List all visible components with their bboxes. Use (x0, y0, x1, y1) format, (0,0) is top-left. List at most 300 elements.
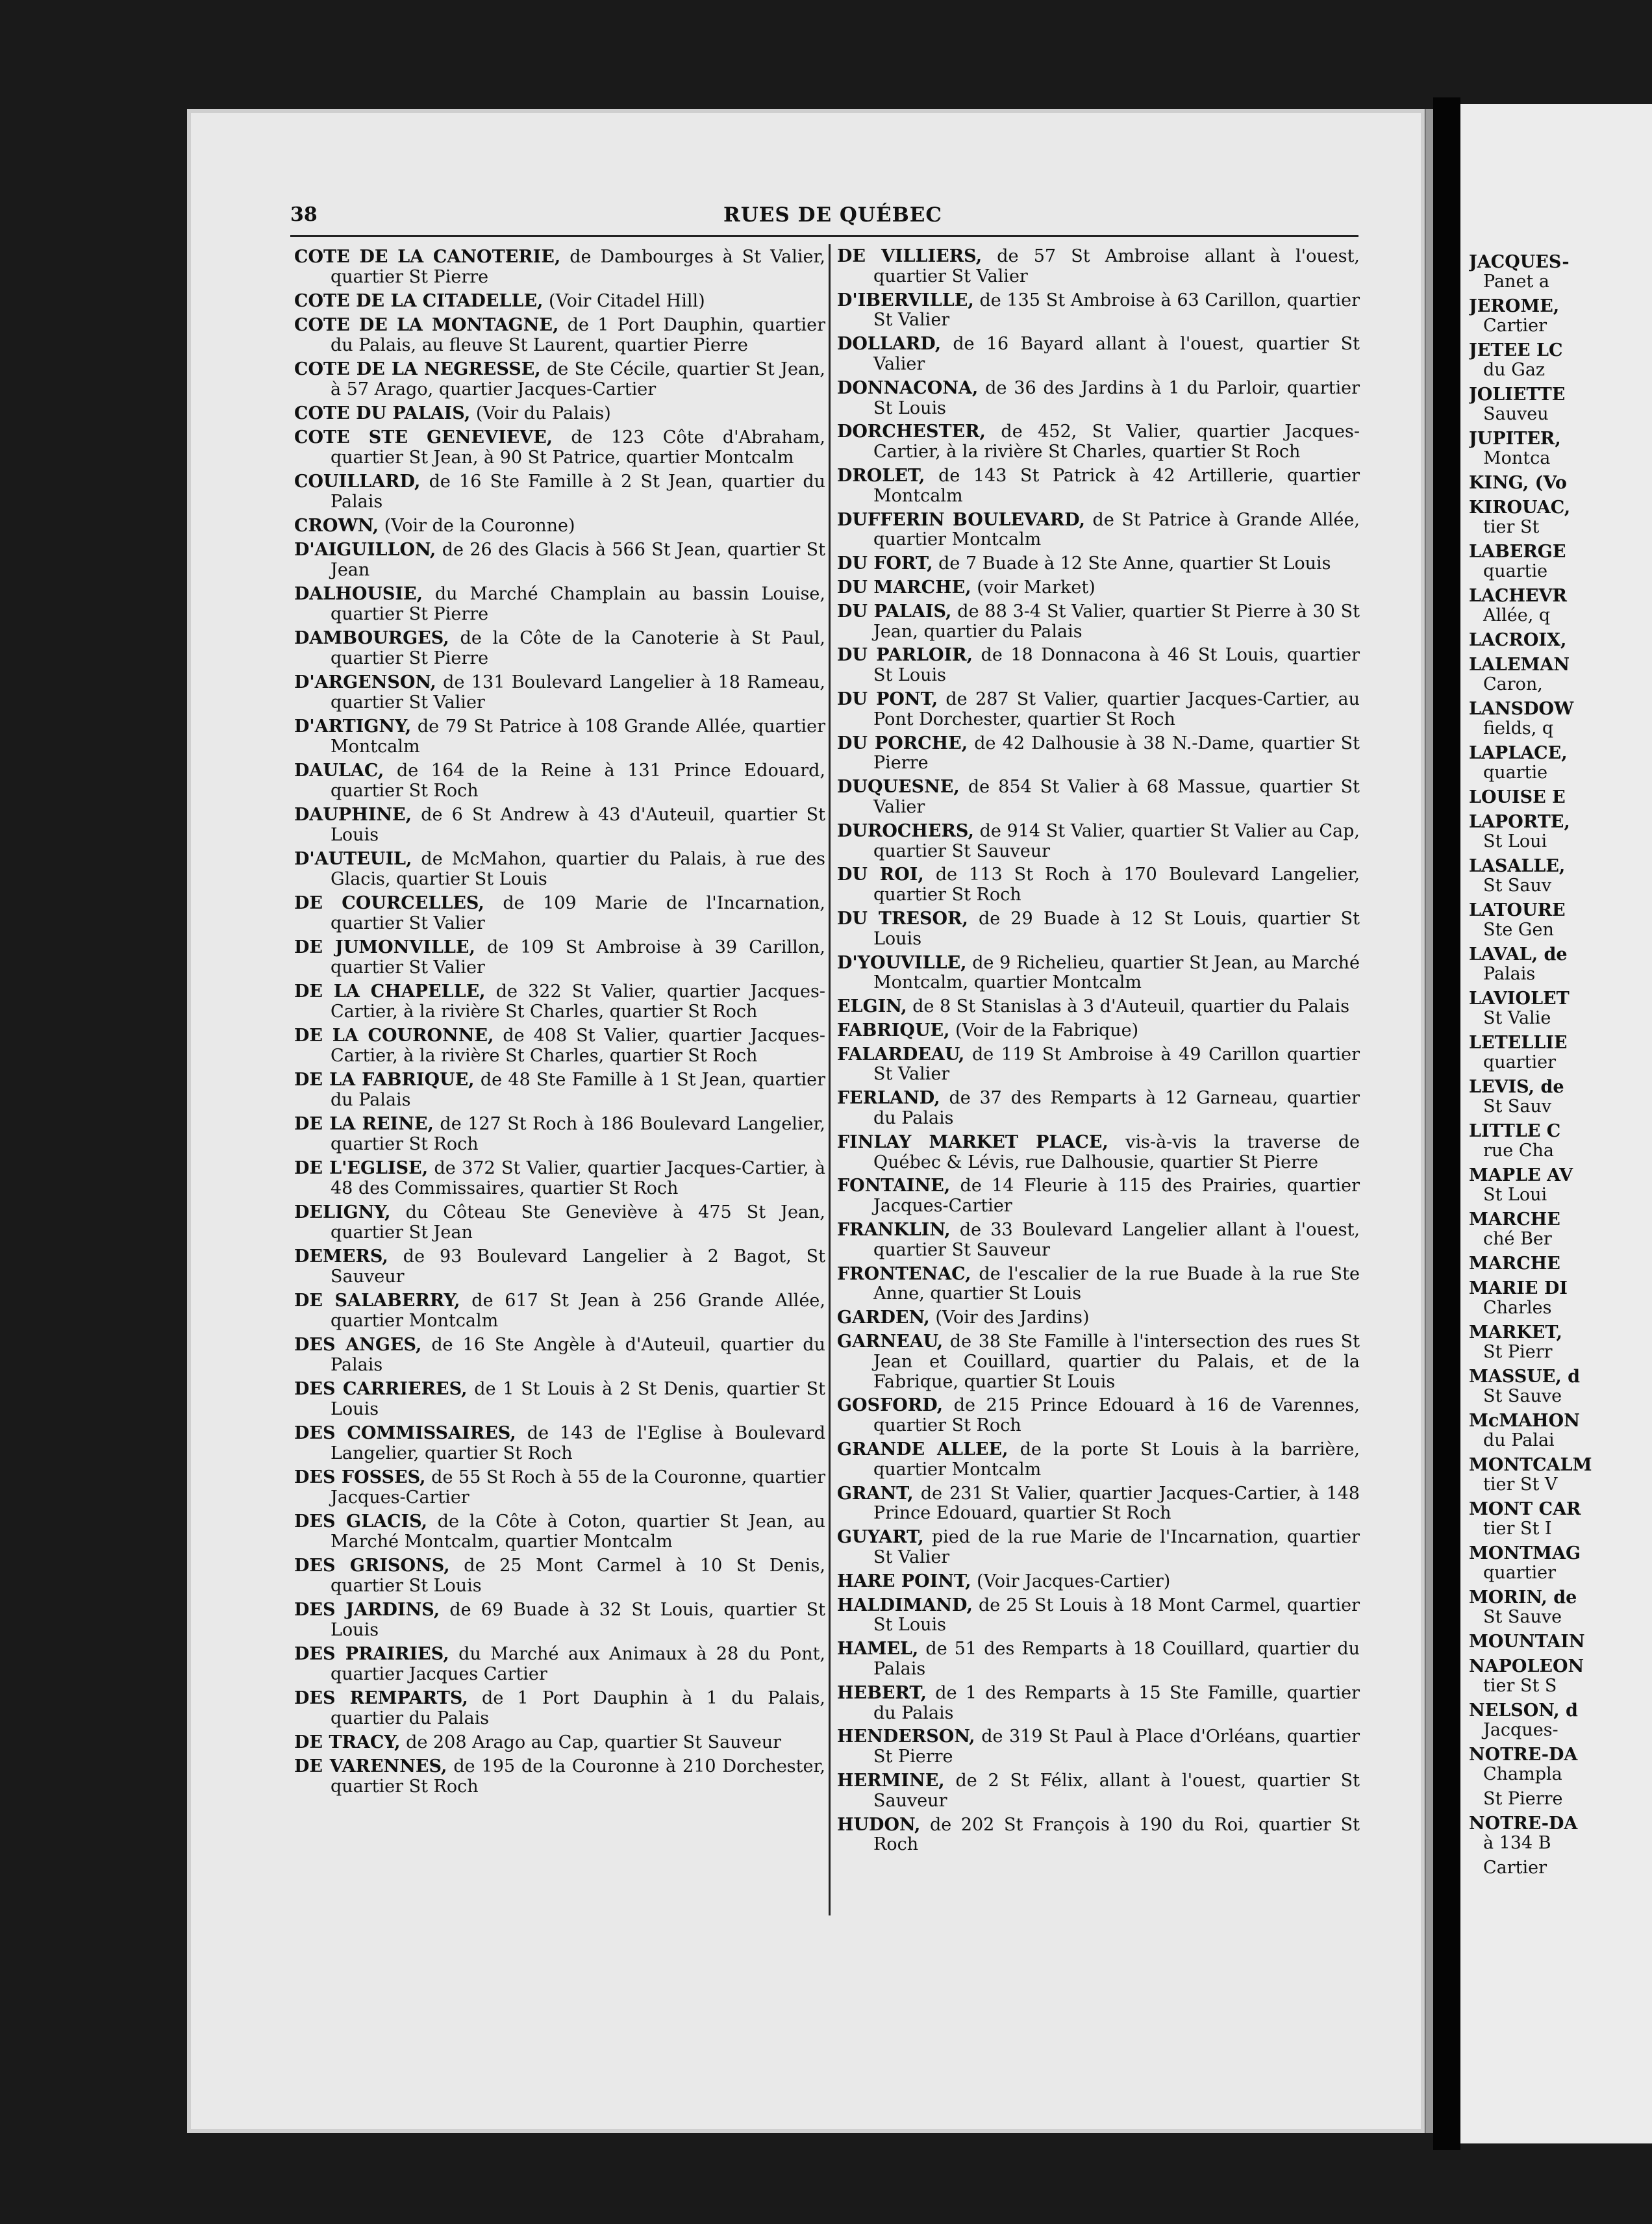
street-description: de 372 St Valier, quartier Jacques-Cartier, à 48 des Commissaires, quartier St Roch (331, 1158, 826, 1198)
fragment-heading: MONT CAR (1469, 1499, 1581, 1519)
street-entry (837, 1133, 1360, 1173)
street-name: DU ROI, (837, 865, 924, 885)
street-name: ELGIN, (837, 996, 907, 1017)
street-name: DU MARCHE, (837, 577, 971, 598)
fragment-heading: MONTCALM (1469, 1455, 1592, 1475)
street-name: COUILLARD, (294, 472, 421, 492)
fragment-continuation: St Pierr (1483, 1342, 1553, 1362)
street-name: DE TRACY, (294, 1732, 401, 1752)
street-name: COTE DE LA MONTAGNE, (294, 315, 559, 335)
street-name: DE VARENNES, (294, 1756, 447, 1776)
street-description: de St Patrice à Grande Allée, quartier Montcalm (873, 509, 1360, 550)
street-name: DAMBOURGES, (294, 628, 449, 648)
street-description: de la Côte à Coton, quartier St Jean, au Marché Montcalm, quartier Montcalm (331, 1511, 825, 1552)
street-name: DUQUESNE, (837, 777, 960, 798)
street-entry (837, 1308, 1360, 1328)
street-name: DU FORT, (837, 553, 933, 574)
street-entry (294, 805, 825, 845)
street-name: DAUPHINE, (294, 805, 412, 825)
street-description: de 1 St Louis à 2 St Denis, quartier St Louis (331, 1379, 825, 1419)
street-entry (294, 1379, 825, 1419)
street-name: D'AIGUILLON, (294, 540, 436, 560)
street-description: de 55 St Roch à 55 de la Couronne, quartier Jacques-Cartier (331, 1467, 826, 1508)
street-entry (294, 1423, 825, 1463)
street-entry (294, 1070, 825, 1110)
fragment-continuation: Ste Gen (1483, 920, 1554, 940)
street-entry (294, 291, 825, 311)
street-name: HENDERSON, (837, 1726, 975, 1747)
street-name: GUYART, (837, 1527, 924, 1548)
street-description: de 287 St Valier, quartier Jacques-Cartier, au Pont Dorchester, quartier St Roch (873, 689, 1360, 729)
fragment-continuation: St Loui (1483, 831, 1547, 852)
street-description: (voir Market) (977, 577, 1095, 598)
street-description: de 127 St Roch à 186 Boulevard Langelier, quartier St Roch (331, 1114, 825, 1154)
street-description: de 322 St Valier, quartier Jacques-Cartier, à la rivière St Charles, quartier St Roch (331, 981, 825, 1022)
street-entry (294, 761, 825, 801)
fragment-continuation: rue Cha (1483, 1141, 1555, 1161)
street-entry (837, 1572, 1360, 1592)
street-name: FRANKLIN, (837, 1220, 951, 1241)
street-description: (Voir de la Couronne) (384, 516, 575, 536)
fragment-heading: LATOURE (1469, 900, 1566, 920)
street-entry (294, 849, 825, 889)
street-name: HERMINE, (837, 1770, 945, 1791)
fragment-continuation: du Palai (1483, 1430, 1555, 1450)
street-name: FRONTENAC, (837, 1263, 971, 1284)
fragment-heading: MARIE DI (1469, 1278, 1568, 1298)
street-name: GARDEN, (837, 1308, 930, 1328)
fragment-heading: JOLIETTE (1469, 385, 1566, 405)
column-divider (829, 244, 831, 1915)
fragment-heading: LAPORTE, (1469, 812, 1570, 832)
street-entry (837, 1220, 1360, 1261)
fragment-continuation: quartie (1483, 561, 1548, 581)
street-description: de 1 Port Dauphin à 1 du Palais, quartier du Palais (331, 1688, 825, 1728)
street-description: de 452, St Valier, quartier Jacques-Cartier, à la rivière St Charles, quartier St Roch (873, 422, 1360, 462)
page-number: 38 (290, 203, 318, 226)
street-name: DU PARLOIR, (837, 645, 973, 666)
fragment-heading: JETEE LC (1469, 340, 1563, 360)
street-description: de 8 St Stanislas à 3 d'Auteuil, quartier du Palais (912, 996, 1350, 1017)
street-entry (837, 291, 1360, 331)
street-description: de 6 St Andrew à 43 d'Auteuil, quartier St Louis (331, 805, 825, 845)
street-entry (294, 716, 825, 757)
fragment-continuation: Montca (1483, 448, 1551, 468)
fragment-heading: MARKET, (1469, 1322, 1562, 1343)
street-description: de la Côte de la Canoterie à St Paul, quartier St Pierre (331, 628, 825, 668)
street-entry (837, 1596, 1360, 1636)
street-name: DE LA CHAPELLE, (294, 981, 486, 1002)
fragment-heading: LABERGE (1469, 542, 1566, 562)
fragment-heading: LAPLACE, (1469, 743, 1568, 763)
street-entry (294, 981, 825, 1022)
fragment-heading: McMAHON (1469, 1411, 1580, 1431)
street-name: HEBERT, (837, 1682, 927, 1703)
fragment-continuation: tier St I (1483, 1519, 1552, 1539)
street-name: DU PONT, (837, 689, 938, 709)
street-description: de 131 Boulevard Langelier à 18 Rameau, quartier St Valier (331, 672, 825, 713)
street-name: HALDIMAND, (837, 1595, 973, 1615)
street-description: du Côteau Ste Geneviève à 475 St Jean, quartier St Jean (331, 1202, 825, 1243)
street-name: DES CARRIERES, (294, 1379, 468, 1399)
street-entry (837, 954, 1360, 994)
street-entry (837, 646, 1360, 686)
street-entry (294, 1291, 825, 1331)
fragment-heading: JACQUES- (1469, 252, 1570, 272)
street-entry (294, 359, 825, 399)
fragment-heading: MONTMAG (1469, 1543, 1581, 1563)
book-gutter (1433, 97, 1460, 2150)
fragment-heading: LALEMAN (1469, 655, 1570, 675)
street-entry (837, 1396, 1360, 1436)
street-name: DROLET, (837, 465, 925, 486)
fragment-heading: LACROIX, (1469, 630, 1567, 650)
street-entry (294, 893, 825, 933)
street-entry (837, 822, 1360, 862)
street-name: DE SALABERRY, (294, 1291, 460, 1311)
street-description: de 408 St Valier, quartier Jacques-Cartier, à la rivière St Charles, quartier St Roch (331, 1026, 825, 1066)
fragment-continuation: St Sauve (1483, 1607, 1562, 1627)
street-entry (837, 1045, 1360, 1085)
street-name: DES GRISONS, (294, 1556, 450, 1576)
street-entry (837, 1021, 1360, 1041)
street-entry (294, 1732, 825, 1752)
fragment-heading: NOTRE-DA (1469, 1813, 1578, 1834)
street-name: GOSFORD, (837, 1395, 944, 1416)
street-name: DONNACONA, (837, 377, 979, 398)
street-description: de 143 St Patrick à 42 Artillerie, quartier Montcalm (873, 465, 1360, 506)
street-description: de 16 Ste Famille à 2 St Jean, quartier du Palais (331, 472, 825, 512)
street-entry (837, 554, 1360, 574)
page-edge (1425, 109, 1433, 2133)
street-entry (837, 602, 1360, 642)
street-description: de 143 de l'Eglise à Boulevard Langelier, quartier St Roch (331, 1423, 825, 1463)
street-description: de 16 Bayard allant à l'ouest, quartier St Valier (873, 334, 1360, 374)
street-entry (837, 1332, 1360, 1392)
fragment-continuation: quartier (1483, 1563, 1557, 1583)
street-description: de 319 St Paul à Place d'Orléans, quartier St Pierre (873, 1726, 1360, 1767)
fragment-heading: LETELLIE (1469, 1033, 1568, 1053)
fragment-continuation: du Gaz (1483, 360, 1546, 380)
street-name: DE COURCELLES, (294, 893, 484, 913)
street-name: COTE DU PALAIS, (294, 403, 471, 423)
street-entry (294, 628, 825, 668)
street-description: de 48 Ste Famille à 1 St Jean, quartier du Palais (331, 1070, 825, 1110)
street-description: (Voir Jacques-Cartier) (977, 1571, 1171, 1591)
fragment-heading: LAVAL, de (1469, 944, 1568, 965)
street-description: de l'escalier de la rue Buade à la rue Ste Anne, quartier St Louis (873, 1263, 1360, 1304)
street-description: de 119 St Ambroise à 49 Carillon quartier St Valier (873, 1044, 1360, 1085)
street-entry (837, 511, 1360, 551)
street-name: DES FOSSES, (294, 1467, 426, 1487)
street-entry (837, 335, 1360, 375)
street-description: de 33 Boulevard Langelier allant à l'ouest, quartier St Sauveur (873, 1220, 1360, 1260)
fragment-continuation: Panet a (1483, 272, 1549, 292)
street-entry (294, 427, 825, 468)
street-name: D'ARGENSON, (294, 672, 436, 692)
street-entry (837, 379, 1360, 419)
street-entry (837, 1089, 1360, 1129)
street-description: de Ste Cécile, quartier St Jean, à 57 Arago, quartier Jacques-Cartier (331, 359, 825, 399)
street-name: DUFFERIN BOULEVARD, (837, 509, 1086, 530)
street-entry (837, 1176, 1360, 1217)
street-name: DES GLACIS, (294, 1511, 428, 1532)
street-name: COTE DE LA CITADELLE, (294, 291, 544, 311)
page-title: RUES DE QUÉBEC (723, 203, 943, 227)
street-entry (294, 1511, 825, 1552)
street-entry (837, 1684, 1360, 1724)
street-description: de 29 Buade à 12 St Louis, quartier St Louis (873, 908, 1360, 949)
fragment-heading: LANSDOW (1469, 699, 1574, 719)
street-entry (837, 1771, 1360, 1812)
street-name: DU PORCHE, (837, 733, 968, 753)
street-name: DEMERS, (294, 1246, 388, 1267)
fragment-continuation: Caron, (1483, 674, 1543, 694)
fragment-continuation: tier St V (1483, 1474, 1558, 1495)
street-description: de 37 des Remparts à 12 Garneau, quartier du Palais (873, 1088, 1360, 1129)
street-description: de 109 Marie de l'Incarnation, quartier St Valier (331, 893, 825, 933)
street-description: de 135 St Ambroise à 63 Carillon, quartier St Valier (873, 290, 1360, 331)
header-rule (290, 235, 1358, 237)
street-description: de 9 Richelieu, quartier St Jean, au Marché Montcalm, quartier Montcalm (873, 952, 1360, 993)
fragment-continuation: ché Ber (1483, 1229, 1552, 1249)
street-entry (294, 1556, 825, 1596)
street-entry (294, 540, 825, 580)
street-name: DORCHESTER, (837, 422, 986, 442)
street-entry (294, 1026, 825, 1066)
street-entry (837, 578, 1360, 598)
street-entry (294, 1467, 825, 1508)
street-entry (294, 1202, 825, 1243)
street-entry (294, 516, 825, 536)
street-name: DU PALAIS, (837, 601, 952, 622)
street-description: de la porte St Louis à la barrière, quartier Montcalm (873, 1439, 1360, 1480)
fragment-continuation: St Sauv (1483, 876, 1552, 896)
street-entry (837, 777, 1360, 818)
fragment-continuation: fields, q (1483, 718, 1554, 739)
street-description: (Voir de la Fabrique) (955, 1020, 1139, 1041)
street-name: DE LA REINE, (294, 1114, 434, 1134)
street-description: de McMahon, quartier du Palais, à rue des Glacis, quartier St Louis (331, 849, 825, 889)
street-description: de 25 St Louis à 18 Mont Carmel, quartier St Louis (873, 1595, 1360, 1636)
fragment-continuation: Sauveu (1483, 404, 1549, 424)
street-name: DELIGNY, (294, 1202, 391, 1222)
street-description: de 16 Ste Angèle à d'Auteuil, quartier du Palais (331, 1335, 825, 1375)
street-description: de 202 St François à 190 du Roi, quartier St Roch (873, 1814, 1360, 1855)
street-name: GRANDE ALLEE, (837, 1439, 1008, 1460)
street-name: DES ANGES, (294, 1335, 422, 1355)
fragment-continuation: Charles (1483, 1298, 1552, 1318)
street-description: de 2 St Félix, allant à l'ouest, quartier St Sauveur (873, 1770, 1360, 1811)
street-entry (837, 909, 1360, 950)
fragment-continuation: St Sauve (1483, 1386, 1562, 1406)
fragment-heading: LITTLE C (1469, 1121, 1561, 1141)
street-name: DAULAC, (294, 761, 384, 781)
street-entry (294, 1246, 825, 1287)
fragment-heading: KING, (Vo (1469, 473, 1567, 493)
street-name: DES COMMISSAIRES, (294, 1423, 516, 1443)
street-description: de 26 des Glacis à 566 St Jean, quartier St Jean (331, 540, 825, 580)
street-name: COTE STE GENEVIEVE, (294, 427, 553, 448)
fragment-heading: MAPLE AV (1469, 1165, 1573, 1185)
fragment-heading: NAPOLEON (1469, 1656, 1584, 1676)
street-name: D'IBERVILLE, (837, 290, 974, 310)
fragment-heading: LOUISE E (1469, 787, 1566, 807)
street-entry (837, 1727, 1360, 1767)
street-description: de 93 Boulevard Langelier à 2 Bagot, St Sauveur (331, 1246, 826, 1287)
street-description: de 42 Dalhousie à 38 N.-Dame, quartier St Pierre (873, 733, 1360, 774)
street-name: HUDON, (837, 1814, 921, 1835)
fragment-continuation: tier St (1483, 517, 1540, 537)
street-entry (837, 466, 1360, 507)
street-description: (Voir Citadel Hill) (549, 291, 705, 311)
street-entry (294, 1688, 825, 1728)
street-name: FABRIQUE, (837, 1020, 950, 1041)
street-entry (837, 1639, 1360, 1680)
street-entry (837, 1265, 1360, 1305)
street-entry (294, 1114, 825, 1154)
street-entry (294, 315, 825, 355)
fragment-heading: MARCHE (1469, 1254, 1560, 1274)
street-name: DE LA COURONNE, (294, 1026, 494, 1046)
street-description: de 88 3-4 St Valier, quartier St Pierre à 30 St Jean, quartier du Palais (873, 601, 1360, 642)
street-description: de 1 des Remparts à 15 Ste Famille, quartier du Palais (873, 1682, 1360, 1723)
street-entry (294, 472, 825, 512)
street-description: de 36 des Jardins à 1 du Parloir, quartier St Louis (873, 377, 1360, 418)
street-name: DU TRESOR, (837, 908, 968, 929)
left-column (294, 247, 825, 1801)
street-entry (837, 1815, 1360, 1856)
street-description: du Marché aux Animaux à 28 du Pont, quartier Jacques Cartier (331, 1644, 826, 1684)
fragment-heading: JEROME, (1469, 296, 1560, 316)
street-entry (294, 1756, 825, 1797)
street-entry (837, 734, 1360, 774)
street-description: de 57 St Ambroise allant à l'ouest, quartier St Valier (873, 246, 1360, 286)
street-name: FINLAY MARKET PLACE, (837, 1131, 1108, 1152)
street-description: de 123 Côte d'Abraham, quartier St Jean, à 90 St Patrice, quartier Montcalm (331, 427, 825, 468)
street-description: du Marché Champlain au bassin Louise, quartier St Pierre (331, 584, 825, 624)
street-name: DOLLARD, (837, 334, 942, 355)
fragment-heading: MORIN, de (1469, 1587, 1577, 1608)
street-description: de 113 St Roch à 170 Boulevard Langelier, quartier St Roch (873, 865, 1360, 905)
street-description: de 215 Prince Edouard à 16 de Varennes, quartier St Roch (873, 1395, 1360, 1436)
street-entry (837, 865, 1360, 905)
fragment-continuation: Cartier (1483, 1858, 1547, 1878)
street-name: FALARDEAU, (837, 1044, 965, 1065)
street-description: de 38 Ste Famille à l'intersection des rues St Jean et Couillard, quartier du Palais, et de la Fabrique, quartier St Louis (873, 1332, 1360, 1392)
street-entry (294, 937, 825, 978)
street-name: HAMEL, (837, 1639, 919, 1660)
street-name: DES PRAIRIES, (294, 1644, 449, 1664)
street-name: COTE DE LA NEGRESSE, (294, 359, 541, 379)
street-description: de 14 Fleurie à 115 des Prairies, quartier Jacques-Cartier (873, 1176, 1360, 1217)
street-name: CROWN, (294, 516, 379, 536)
right-column (837, 247, 1360, 1859)
street-description: vis-à-vis la traverse de Québec & Lévis, rue Dalhousie, quartier St Pierre (873, 1131, 1360, 1172)
street-description: de 1 Port Dauphin, quartier du Palais, au fleuve St Laurent, quartier Pierre (331, 315, 825, 355)
street-description: de 164 de la Reine à 131 Prince Edouard, quartier St Roch (331, 761, 825, 801)
street-name: FERLAND, (837, 1088, 940, 1109)
fragment-heading: MARCHE (1469, 1209, 1560, 1230)
fragment-continuation: tier St S (1483, 1676, 1557, 1696)
fragment-heading: NOTRE-DA (1469, 1745, 1578, 1765)
street-description: de 69 Buade à 32 St Louis, quartier St Louis (331, 1600, 825, 1640)
street-entry (294, 1158, 825, 1198)
street-entry (837, 1440, 1360, 1480)
street-description: (Voir des Jardins) (935, 1308, 1090, 1328)
street-description: de 7 Buade à 12 Ste Anne, quartier St Louis (938, 553, 1331, 574)
fragment-heading: MOUNTAIN (1469, 1632, 1585, 1652)
street-name: GARNEAU, (837, 1332, 944, 1352)
street-description: de 51 des Remparts à 18 Couillard, quartier du Palais (873, 1639, 1360, 1679)
fragment-continuation: St Loui (1483, 1185, 1547, 1205)
street-description: (Voir du Palais) (475, 403, 611, 423)
fragment-heading: LAVIOLET (1469, 989, 1570, 1009)
fragment-continuation: à 134 B (1483, 1833, 1551, 1853)
fragment-heading: LASALLE, (1469, 856, 1566, 876)
street-entry (837, 422, 1360, 462)
street-entry (837, 690, 1360, 730)
street-entry (294, 403, 825, 423)
street-entry (294, 672, 825, 713)
fragment-heading: JUPITER, (1469, 429, 1561, 449)
street-entry (837, 1484, 1360, 1524)
street-name: D'ARTIGNY, (294, 716, 412, 737)
street-name: GRANT, (837, 1483, 914, 1504)
fragment-heading: KIROUAC, (1469, 498, 1571, 518)
street-entry (294, 584, 825, 624)
fragment-continuation: Champla (1483, 1764, 1562, 1784)
street-description: de 18 Donnacona à 46 St Louis, quartier St Louis (873, 645, 1360, 686)
street-entry (294, 247, 825, 287)
fragment-continuation: St Pierre (1483, 1789, 1563, 1809)
fragment-continuation: Jacques- (1483, 1720, 1558, 1740)
street-name: DE L'EGLISE, (294, 1158, 429, 1178)
street-name: D'AUTEUIL, (294, 849, 412, 869)
street-name: DES REMPARTS, (294, 1688, 468, 1708)
street-name: D'YOUVILLE, (837, 952, 967, 973)
fragment-continuation: Allée, q (1483, 605, 1551, 626)
street-name: DUROCHERS, (837, 820, 974, 841)
street-description: de Dambourges à St Valier, quartier St Pierre (331, 247, 825, 287)
fragment-continuation: Palais (1483, 964, 1536, 984)
street-entry (837, 1528, 1360, 1568)
fragment-continuation: St Sauv (1483, 1096, 1552, 1117)
fragment-continuation: St Valie (1483, 1008, 1551, 1028)
street-description: de 854 St Valier à 68 Massue, quartier St Valier (873, 777, 1360, 817)
street-description: de 914 St Valier, quartier St Valier au Cap, quartier St Sauveur (873, 820, 1360, 861)
street-name: DE VILLIERS, (837, 246, 982, 266)
street-name: DE LA FABRIQUE, (294, 1070, 475, 1090)
fragment-heading: LEVIS, de (1469, 1077, 1564, 1097)
street-name: HARE POINT, (837, 1571, 971, 1591)
street-description: de 208 Arago au Cap, quartier St Sauveur (406, 1732, 782, 1752)
fragment-heading: LACHEVR (1469, 586, 1567, 606)
street-name: DES JARDINS, (294, 1600, 440, 1620)
street-entry (837, 247, 1360, 287)
fragment-continuation: quartier (1483, 1052, 1557, 1072)
street-entry (837, 997, 1360, 1017)
street-description: de 231 St Valier, quartier Jacques-Cartier, à 148 Prince Edouard, quartier St Roch (873, 1483, 1360, 1524)
street-description: de 25 Mont Carmel à 10 St Denis, quartier St Louis (331, 1556, 825, 1596)
street-name: FONTAINE, (837, 1176, 951, 1196)
street-name: DALHOUSIE, (294, 584, 423, 604)
fragment-heading: MASSUE, d (1469, 1367, 1581, 1387)
street-entry (294, 1644, 825, 1684)
street-name: COTE DE LA CANOTERIE, (294, 247, 561, 267)
fragment-heading: NELSON, d (1469, 1700, 1578, 1721)
street-entry (294, 1335, 825, 1375)
